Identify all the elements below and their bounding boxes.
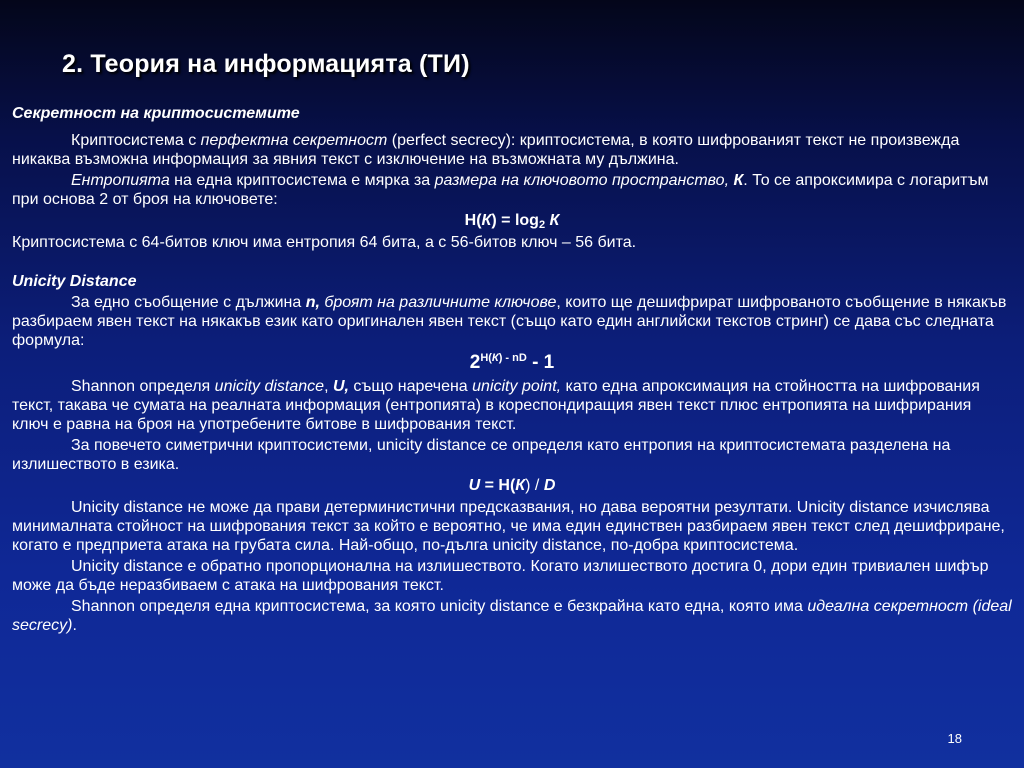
formula-part: - 1	[526, 352, 555, 373]
term-number-of-keys: броят на различните ключове	[324, 294, 557, 311]
formula-symbol-k: К	[515, 477, 526, 494]
formula-symbol-k: К	[545, 212, 560, 229]
formula-part: Н(	[480, 352, 492, 364]
formula-part: ) /	[525, 477, 544, 494]
formula-part: Н(	[464, 212, 482, 229]
formula-base: 2	[469, 352, 481, 373]
formula-part: = Н(	[480, 477, 516, 494]
text-segment: За едно съобщение с дължина	[71, 294, 306, 311]
term-unicity-distance: unicity distance	[214, 378, 325, 395]
text-segment: , които ще дешифрират шифрованото съобщение в някакъв разбираем явен текст на някакъв език като оригинален явен текст (също като един английски текстов стринг) се дава със следната формула:	[12, 294, 1007, 349]
formula-part: ) = log	[491, 212, 539, 229]
section-heading-secrecy: Секретност на криптосистемите	[12, 105, 300, 122]
text-segment: .	[72, 617, 77, 634]
formula-log-base: 2	[538, 219, 546, 231]
term-key-space: размера на ключовото пространство,	[434, 172, 734, 189]
paragraph-entropy	[12, 171, 1012, 209]
formula-part: ) - nD	[498, 352, 527, 364]
text-segment: също наречена	[348, 378, 473, 395]
formula-exponent	[480, 352, 526, 364]
slide-body	[12, 104, 1012, 635]
paragraph-number-of-keys	[12, 293, 1012, 350]
slide-title: 2. Теория на информацията (ТИ)	[62, 50, 470, 78]
paragraph-shannon-unicity	[12, 377, 1012, 434]
page-number: 18	[947, 731, 962, 746]
paragraph-key-entropy-example: Криптосистема с 64-битов ключ има ентропия 64 бита, а с 56-битов ключ – 56 бита.	[12, 234, 637, 251]
formula-keys-count	[12, 352, 1012, 374]
paragraph-ideal-secrecy	[12, 597, 1012, 635]
term-unicity-point: unicity point,	[472, 378, 562, 395]
formula-symbol-k: К	[481, 212, 492, 229]
text-segment: Shannon определя	[71, 378, 215, 395]
formula-unicity-distance	[12, 476, 1012, 495]
text-segment: Криптосистема с	[71, 132, 201, 149]
text-segment: (perfect secrecy): криптосистема, в която шифрованият текст не произвежда никаква възможна информация за явния текст с изключение на възможната му дължина.	[12, 132, 960, 168]
text-segment: Shannon определя една криптосистема, за която unicity distance е безкрайна като една, която има	[71, 598, 808, 615]
term-perfect-secrecy: перфектна секретност	[200, 132, 388, 149]
paragraph-redundancy: Unicity distance е обратно пропорционална на излишеството. Когато излишеството достига 0, дори един тривиален шифър може да бъде неразбиваем с атака на шифрования текст.	[12, 558, 989, 594]
text-segment: . То се апроксимира с логаритъм при основа 2 от броя на ключовете:	[12, 172, 989, 208]
paragraph-predictions: Unicity distance не може да прави детерминистични предсказвания, но дава вероятни резултати. Unicity distance изчислява минималната стойност на шифрования текст за който е вероятно, че има един единствен разбираем явен текст след дешифриране, когато е предприета атака на грубата сила. Най-общо, по-дълга unicity distance, по-добра криптосистема.	[12, 499, 1005, 554]
paragraph-symmetric-cryptosystems: За повечето симетрични криптосистеми, unicity distance се определя като ентропия на криптосистемата разделена на излишеството в езика.	[12, 437, 951, 473]
text-segment: ,	[324, 378, 333, 395]
formula-symbol-u: U	[468, 477, 481, 494]
paragraph-perfect-secrecy	[12, 131, 1012, 169]
section-heading-unicity: Unicity Distance	[12, 273, 137, 290]
symbol-n: n,	[305, 294, 320, 311]
formula-symbol-d: D	[543, 477, 556, 494]
formula-symbol-k: К	[491, 352, 499, 364]
term-ideal-secrecy: идеална секретност (ideal secrecy)	[12, 598, 1012, 634]
text-segment: като една апроксимация на стойността на шифрования текст, такава че сумата на реалната информация (ентропията) в кореспондиращия явен текст плюс ентропията на шифрирания ключ е равна на броя на употребените битове в шифрования текст.	[12, 378, 980, 433]
text-segment: на една криптосистема е мярка за	[169, 172, 435, 189]
symbol-u: U,	[332, 378, 349, 395]
formula-entropy	[12, 211, 1012, 230]
term-entropy: Ентропията	[71, 172, 170, 189]
symbol-k: К	[733, 172, 744, 189]
